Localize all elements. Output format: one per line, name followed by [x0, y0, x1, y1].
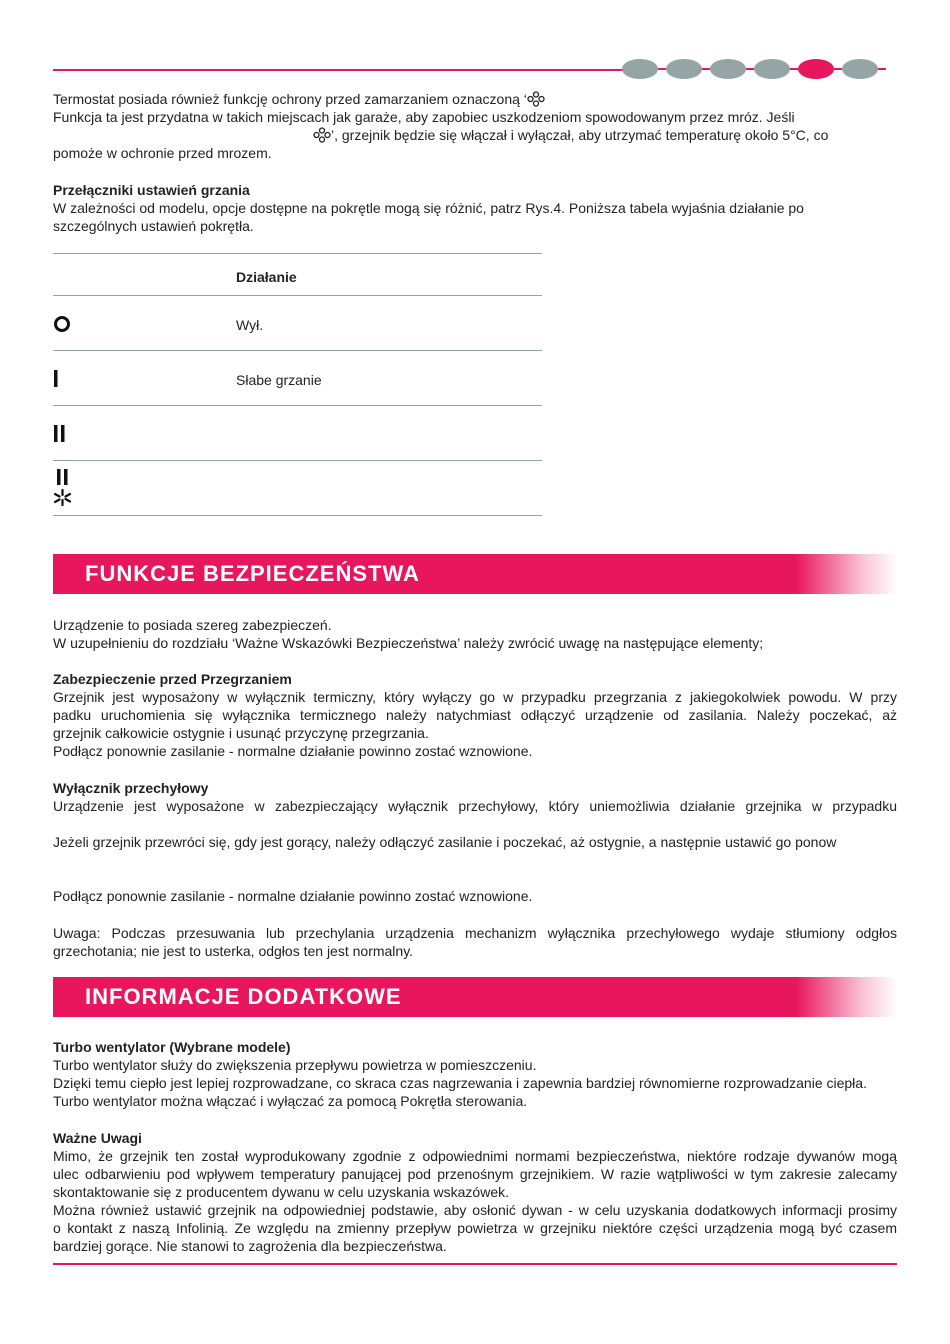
table-rule — [53, 253, 542, 254]
notes-text: bardziej gorące. Nie stanowi to zagrożenia dla bezpieczeństwa. — [53, 1238, 447, 1254]
table-rule — [53, 350, 542, 351]
table-rule — [53, 405, 542, 406]
page-dot-connector — [878, 68, 886, 70]
turbo-text: Dzięki temu ciepło jest lepiej rozprowadzane, co skraca czas nagrzewania i zapewnia bardziej równomierne rozprowadzanie ciepła. — [53, 1075, 867, 1091]
single-bar-icon — [53, 369, 63, 394]
page-dot-connector — [702, 68, 710, 70]
page-dot-connector — [746, 68, 754, 70]
turbo-heading: Turbo wentylator (Wybrane modele) — [53, 1039, 291, 1055]
page-dot — [666, 59, 702, 79]
tilt-text: Urządzenie jest wyposażone w zabezpieczający wyłącznik przechyłowy, który uniemożliwia działanie grzejnika w przypadku — [53, 798, 897, 814]
tilt-text: Podłącz ponownie zasilanie - normalne działanie powinno zostać wznowione. — [53, 888, 533, 904]
overheat-text: padku uruchomienia się wyłącznika termicznego należy natychmiast odłączyć urządzenie od zasilania. Należy poczekać, aż — [53, 707, 897, 723]
table-cell-action: Wył. — [236, 317, 264, 333]
table-rule — [53, 295, 542, 296]
turbo-text: Turbo wentylator można włączać i wyłączać za pomocą Pokrętła sterowania. — [53, 1093, 528, 1109]
notes-text: o kontakt z naszą Infolinią. Ze względu na zmienny przepływ powietrza w grzejniku niektóre części urządzenia mogą być czasem — [53, 1220, 897, 1236]
frost-text: ’, grzejnik będzie się włączał i wyłączał, aby utrzymać temperaturę około 5°C, co — [331, 127, 829, 143]
notes-text: ulec odbarwieniu pod wpływem temperatury panującej pod przenośnym grzejnikiem. W razie wątpliwości w tym zakresie zalecamy — [53, 1166, 897, 1182]
safety-note: Uwaga: Podczas przesuwania lub przechylania urządzenia mechanizm wyłącznika przechyłowego wydaje stłumiony odgłos — [53, 925, 897, 941]
page-dot — [710, 59, 746, 79]
section-banner-additional — [53, 977, 897, 1017]
notes-heading: Ważne Uwagi — [53, 1130, 142, 1146]
table-rule — [53, 515, 542, 516]
frost-icon — [313, 127, 331, 147]
page-dot-connector — [834, 68, 842, 70]
frost-paragraph-line: pomoże w ochronie przed mrozem. — [53, 145, 272, 161]
page-dot — [622, 59, 658, 79]
settings-text: szczególnych ustawień pokrętła. — [53, 218, 254, 234]
settings-text: W zależności od modelu, opcje dostępne na pokrętle mogą się różnić, patrz Rys.4. Poniższa tabela wyjaśnia działanie po — [53, 200, 804, 216]
double-bar-frost-icon — [53, 468, 73, 513]
turbo-text: Turbo wentylator służy do zwiększenia przepływu powietrza w pomieszczeniu. — [53, 1057, 537, 1073]
notes-text: Można również ustawić grzejnik na odpowiedniej podstawie, aby osłonić dywan - w celu uzyskania dodatkowych informacji prosimy — [53, 1202, 897, 1218]
notes-text: Mimo, że grzejnik ten został wyprodukowany zgodnie z odpowiednimi normami bezpieczeństwa, niektóre rodzaje dywanów mogą — [53, 1148, 897, 1164]
section-banner-safety — [53, 554, 897, 594]
frost-text: Termostat posiada również funkcję ochrony przed zamarzaniem oznaczoną ‘ — [53, 91, 527, 107]
overheat-text: grzejnik całkowicie ostygnie i usunąć przyczynę przegrzania. — [53, 725, 429, 741]
page-dot-current — [798, 59, 834, 79]
top-rule — [53, 69, 623, 71]
overheat-heading: Zabezpieczenie przed Przegrzaniem — [53, 671, 292, 687]
frost-paragraph-line: Funkcja ta jest przydatna w takich miejscach jak garaże, aby zapobiec uszkodzeniom spowodowanym przez mróz. Jeśli — [53, 109, 795, 125]
tilt-heading: Wyłącznik przechyłowy — [53, 780, 209, 796]
section-title: FUNKCJE BEZPIECZEŃSTWA — [85, 561, 420, 586]
table-rule — [53, 460, 542, 461]
notes-text: skontaktowanie się z producentem dywanu w celu uzyskania wskazówek. — [53, 1184, 510, 1200]
bottom-rule — [53, 1263, 897, 1265]
page-dot — [754, 59, 790, 79]
table-cell-action: Słabe grzanie — [236, 372, 322, 388]
table-header-action: Działanie — [236, 269, 297, 285]
page-dot-connector — [790, 68, 798, 70]
overheat-text: Grzejnik jest wyposażony w wyłącznik termiczny, który wyłączy go w przypadku przegrzania z jakiegokolwiek powodu. W przy — [53, 689, 897, 705]
circle-icon — [53, 315, 71, 338]
safety-intro: W uzupełnieniu do rozdziału ‘Ważne Wskazówki Bezpieczeństwa’ należy zwrócić uwagę na następujące elementy; — [53, 635, 764, 651]
safety-note: grzechotania; nie jest to usterka, odgłos ten jest normalny. — [53, 943, 414, 959]
section-title: INFORMACJE DODATKOWE — [85, 984, 402, 1009]
safety-intro: Urządzenie to posiada szereg zabezpieczeń. — [53, 617, 332, 633]
page-dot-connector — [658, 68, 666, 70]
page-indicator — [620, 58, 900, 80]
settings-heading: Przełączniki ustawień grzania — [53, 182, 250, 198]
overheat-text: Podłącz ponownie zasilanie - normalne działanie powinno zostać wznowione. — [53, 743, 533, 759]
double-bar-icon — [53, 424, 67, 449]
page-dot — [842, 59, 878, 79]
frost-paragraph-line — [313, 126, 828, 147]
tilt-text: Jeżeli grzejnik przewróci się, gdy jest gorący, należy odłączyć zasilanie i poczekać, aż ostygnie, a następnie ustawić go ponow — [53, 834, 837, 850]
